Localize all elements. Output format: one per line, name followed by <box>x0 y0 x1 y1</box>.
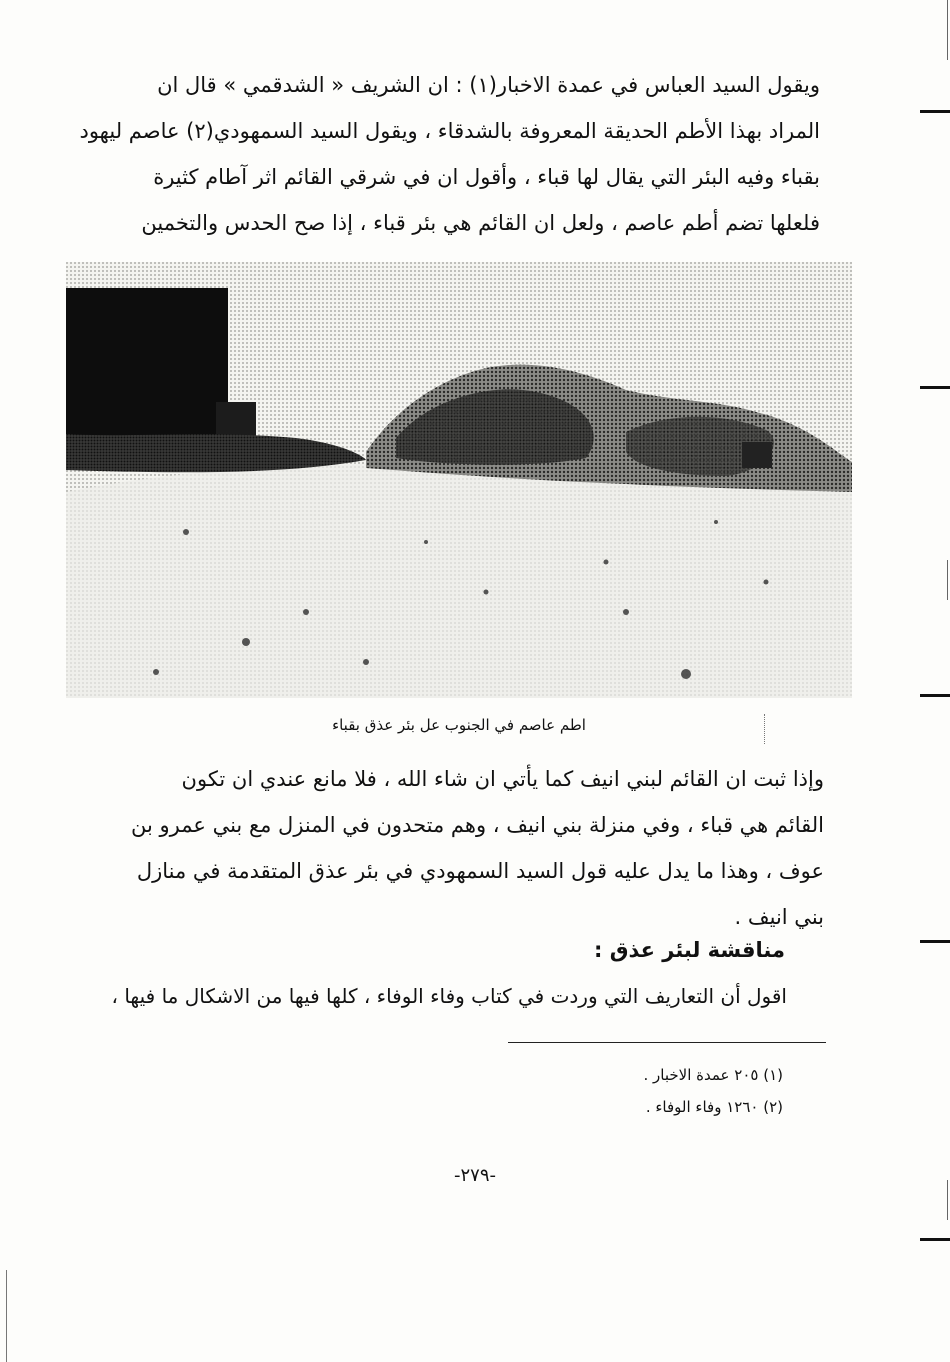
section-heading: مناقشة لبئر عذق : <box>594 938 785 962</box>
paragraph-1-line: فلعلها تضم أطم عاصم ، ولعل ان القائم هي بئر قباء ، إذا صح الحدس والتخمين <box>141 211 820 235</box>
paragraph-2-line: القائم هي قباء ، وفي منزلة بني انيف ، وهم متحدون في المنزل مع بني عمرو بن <box>131 813 824 837</box>
footnote-1: (١) ٢٠٥ عمدة الاخبار . <box>643 1066 783 1084</box>
scan-edge-mark <box>920 110 950 113</box>
scan-edge-line <box>947 560 949 600</box>
scan-edge-line <box>947 1180 949 1220</box>
halftone-photograph <box>66 262 852 698</box>
paragraph-1-line: ويقول السيد العباس في عمدة الاخبار(١) : ان الشريف « الشدقمي » قال ان <box>157 73 820 97</box>
photo-illustration <box>66 262 852 698</box>
margin-dotted-line <box>764 714 765 744</box>
photo-caption: اطم عاصم في الجنوب عل بئر عذق بقباء <box>332 716 586 734</box>
paragraph-2 <box>104 756 824 940</box>
page-number: -٢٧٩- <box>453 1165 496 1186</box>
paragraph-2-line: عوف ، وهذا ما يدل عليه قول السيد السمهودي في بئر عذق المتقدمة في منازل <box>136 859 824 883</box>
scan-edge-line <box>947 0 949 60</box>
paragraph-1-line: المراد بهذا الأطم الحديقة المعروفة بالشدقاء ، ويقول السيد السمهودي(٢) عاصم ليهود <box>79 119 820 143</box>
scan-edge-mark <box>920 940 950 943</box>
footnote-2: (٢) ١٢٦٠ وفاء الوفاء . <box>645 1098 783 1116</box>
paragraph-2-line: بني انيف . <box>734 905 824 929</box>
scan-edge-mark <box>920 694 950 697</box>
paragraph-3: اقول أن التعاريف التي وردت في كتاب وفاء الوفاء ، كلها فيها من الاشكال ما فيها ، <box>111 984 787 1008</box>
scan-edge-mark <box>920 386 950 389</box>
scan-edge-mark <box>920 1238 950 1241</box>
scan-edge-line-left <box>6 1270 7 1362</box>
paragraph-1-line: بقباء وفيه البئر التي يقال لها قباء ، وأقول ان في شرقي القائم اثر آطام كثيرة <box>153 165 820 189</box>
footnote-separator <box>508 1042 826 1043</box>
paragraph-1 <box>79 62 820 246</box>
paragraph-2-line: وإذا ثبت ان القائم لبني انيف كما يأتي ان شاء الله ، فلا مانع عندي ان تكون <box>181 767 824 791</box>
